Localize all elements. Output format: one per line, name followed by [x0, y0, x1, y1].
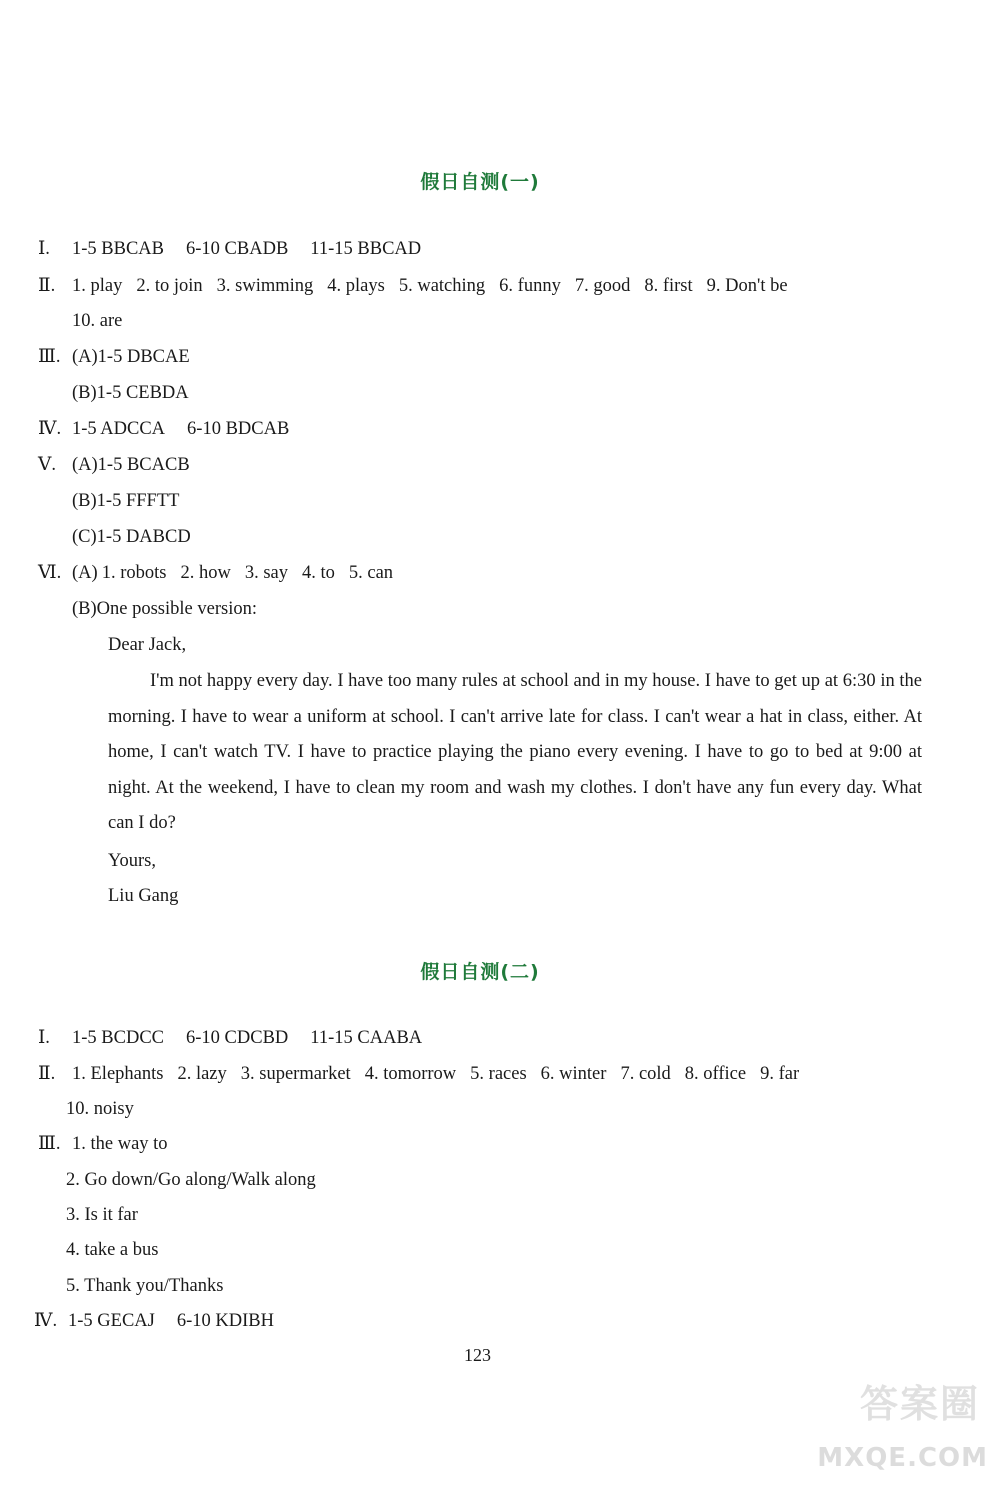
letter-signature: Liu Gang	[108, 886, 179, 906]
letter-body: I'm not happy every day. I have too many rules at school and in my house. I have to get up at 6:30 in the morning. I have to wear a uniform at school. I can't arrive late for class. I can't wear a hat in class, either. At home, I can't watch TV. I have to practice playing the piano every evening. I have to go to bed at 9:00 at night. At the weekend, I have to clean my room and wash my clothes. I don't have any fun every day. What can I do?	[108, 671, 922, 833]
roman-numeral: Ⅳ.	[38, 419, 62, 439]
section-title-2: 假日自测(二)	[420, 961, 540, 983]
answer-item: 2. to join	[136, 276, 203, 296]
s2-part-III-2: 2. Go down/Go along/Walk along	[66, 1170, 316, 1190]
answer-item: 3. supermarket	[240, 1064, 351, 1084]
s1-part-III-a	[38, 345, 190, 369]
roman-numeral: Ⅱ.	[38, 276, 56, 296]
roman-numeral: Ⅰ.	[38, 1028, 50, 1048]
subpart-label: (A)	[72, 563, 98, 583]
watermark-bottom-text: MXQE.COM	[817, 1443, 988, 1473]
answer-item: 2. how	[180, 563, 231, 583]
answer-group: 6-10 BDCAB	[187, 419, 290, 439]
answer-group: 6-10 KDIBH	[176, 1311, 274, 1331]
section-title-1: 假日自测(一)	[420, 171, 540, 193]
answer-item: 3. say	[244, 563, 288, 583]
answer-item: 7. cold	[620, 1064, 671, 1084]
s2-part-II-item10: 10. noisy	[66, 1099, 134, 1119]
roman-numeral: Ⅳ.	[34, 1311, 58, 1331]
s1-part-II	[38, 274, 802, 298]
watermark-logo	[798, 1373, 988, 1473]
answer-item: 5. watching	[398, 276, 486, 296]
s1-part-IV	[38, 417, 311, 441]
s2-part-III-3: 3. Is it far	[66, 1205, 138, 1225]
s1-part-V-b: (B)1-5 FFFTT	[72, 491, 180, 511]
answer-item: 5. can	[348, 563, 394, 583]
answer-item: 7. good	[574, 276, 631, 296]
answer-item: 4. to	[301, 563, 335, 583]
answer-item: 9. far	[760, 1064, 800, 1084]
answer-item: 3. swimming	[216, 276, 314, 296]
answer-item: 9. Don't be	[706, 276, 788, 296]
roman-numeral: Ⅰ.	[38, 239, 50, 259]
roman-numeral: Ⅵ.	[38, 563, 62, 583]
answer-item: 2. lazy	[177, 1064, 227, 1084]
answer-group: 11-15 BBCAD	[310, 239, 422, 259]
answer-group: 1-5 ADCCA	[72, 419, 166, 439]
roman-numeral: Ⅲ.	[38, 1134, 61, 1154]
answer-item: 4. plays	[327, 276, 385, 296]
roman-numeral: Ⅱ.	[38, 1064, 56, 1084]
s2-part-III-5: 5. Thank you/Thanks	[66, 1276, 224, 1296]
answer-group: 1-5 BCDCC	[72, 1028, 165, 1048]
page-number: 123	[464, 1345, 491, 1365]
s2-part-II	[38, 1062, 813, 1086]
answer-item: 1. play	[72, 276, 123, 296]
answer-item: 5. races	[470, 1064, 527, 1084]
s1-part-V-a	[38, 453, 190, 477]
answer-item: 4. tomorrow	[364, 1064, 457, 1084]
s1-part-VI-b-label: (B)One possible version:	[72, 599, 257, 619]
answer-item: 1. robots	[101, 563, 167, 583]
answer-group: (A)1-5 BCACB	[72, 455, 190, 475]
s2-part-IV	[34, 1309, 296, 1333]
s1-part-I	[38, 237, 443, 261]
answer-group: 6-10 CBADB	[186, 239, 289, 259]
answer-item: 6. funny	[499, 276, 561, 296]
s2-part-III-4: 4. take a bus	[66, 1240, 159, 1260]
s2-part-III-1	[38, 1132, 168, 1156]
answer-item: 1. Elephants	[72, 1064, 164, 1084]
watermark-top-text: 答案圈	[859, 1382, 980, 1426]
roman-numeral: Ⅲ.	[38, 347, 61, 367]
letter-closing: Yours,	[108, 851, 156, 871]
s1-part-III-b: (B)1-5 CEBDA	[72, 383, 189, 403]
answer-group: (A)1-5 DBCAE	[72, 347, 190, 367]
s1-part-VI-a	[38, 561, 407, 585]
answer-group: 6-10 CDCBD	[186, 1028, 289, 1048]
s2-part-I	[38, 1026, 444, 1050]
answer-group: 11-15 CAABA	[310, 1028, 423, 1048]
roman-numeral: Ⅴ.	[38, 455, 56, 475]
s1-part-V-c: (C)1-5 DABCD	[72, 527, 191, 547]
letter-salutation: Dear Jack,	[108, 635, 187, 655]
answer-item: 1. the way to	[72, 1134, 168, 1154]
answer-item: 8. first	[644, 276, 693, 296]
s1-part-II-item10: 10. are	[72, 311, 123, 331]
answer-group: 1-5 BBCAB	[72, 239, 165, 259]
answer-item: 6. winter	[540, 1064, 607, 1084]
answer-group: 1-5 GECAJ	[68, 1311, 155, 1331]
answer-item: 8. office	[684, 1064, 747, 1084]
